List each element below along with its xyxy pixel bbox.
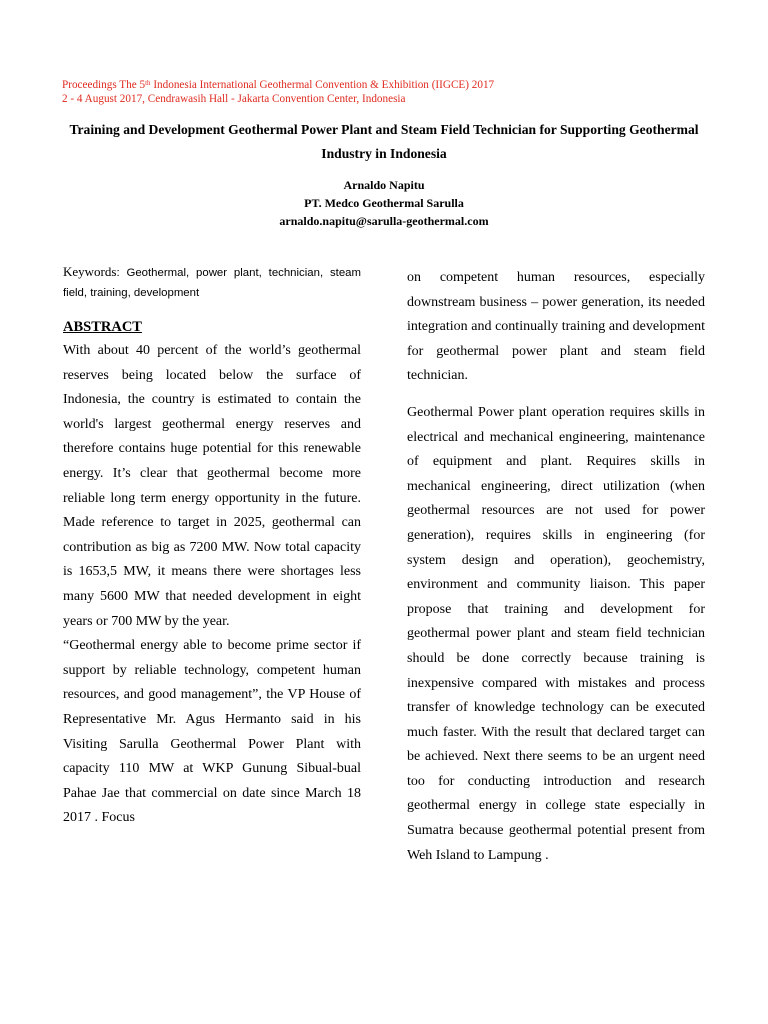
keywords-label: Keywords [63, 264, 117, 279]
header-line-1: Proceedings The 5th Indonesia International Geothermal Convention & Exhibition (IIGCE) 2017 [62, 79, 495, 91]
author-email: arnaldo.napitu@sarulla-geothermal.com [279, 214, 489, 228]
abstract-paragraph-1: With about 40 percent of the world’s geothermal reserves being located below the surface of Indonesia, the country is estimated to contain the world's largest geothermal energy reserves and therefore contains huge potential for this renewable energy. It’s clear that geothermal become more reliable long term energy opportunity in the future. Made reference to target in 2025, geothermal can contribution as big as 7200 MW. Now total capacity is 1653,5 MW, it means there were shortages less many 5600 MW that needed development in eight years or 700 MW by the year. [63, 343, 361, 629]
author-name: Arnaldo Napitu [343, 178, 425, 192]
keywords-text: : Geothermal, power plant, technician, steam field, training, development [63, 267, 361, 299]
left-column [63, 262, 361, 831]
author-affiliation: PT. Medco Geothermal Sarulla [304, 196, 464, 210]
abstract-heading: ABSTRACT [63, 319, 142, 335]
proceedings-header [62, 78, 722, 106]
abstract-paragraph-3: on competent human resources, especially downstream business – power generation, its needed integration and continually training and development for geothermal power plant and steam field technician. [407, 270, 705, 384]
abstract-paragraph-2: “Geothermal energy able to become prime sector if support by reliable technology, competent human resources, and good management”, the VP House of Representative Mr. Agus Hermanto said in his Visiting Sarulla Geothermal Power Plant with capacity 110 MW at WKP Gunung Sibual-bual Pahae Jae that commercial on date since March 18 2017 . Focus [63, 638, 361, 826]
right-column [407, 266, 705, 868]
keywords [63, 262, 361, 303]
abstract-paragraph-4: Geothermal Power plant operation requires skills in electrical and mechanical engineering, maintenance of equipment and plant. Requires skills in mechanical engineering, direct utilization (when geothermal resources are not used for power generation), requires skills in engineering (for system design and operation), geochemistry, environment and community liaison. This paper propose that training and development for geothermal power plant and steam field technician should be done correctly because training is inexpensive compared with mistakes and process transfer of knowledge technology can be executed much faster. With the result that declared target can be achieved. Next there seems to be an urgent need too for conducting introduction and research geothermal energy in college state especially in Sumatra because geothermal potential present from Weh Island to Lampung . [407, 404, 705, 863]
header-line-2: 2 - 4 August 2017, Cendrawasih Hall - Jakarta Convention Center, Indonesia [62, 93, 406, 105]
paper-title: Training and Development Geothermal Power Plant and Steam Field Technician for Supporting Geothermal Industry in Indonesia [69, 122, 699, 161]
author-block [58, 176, 710, 230]
